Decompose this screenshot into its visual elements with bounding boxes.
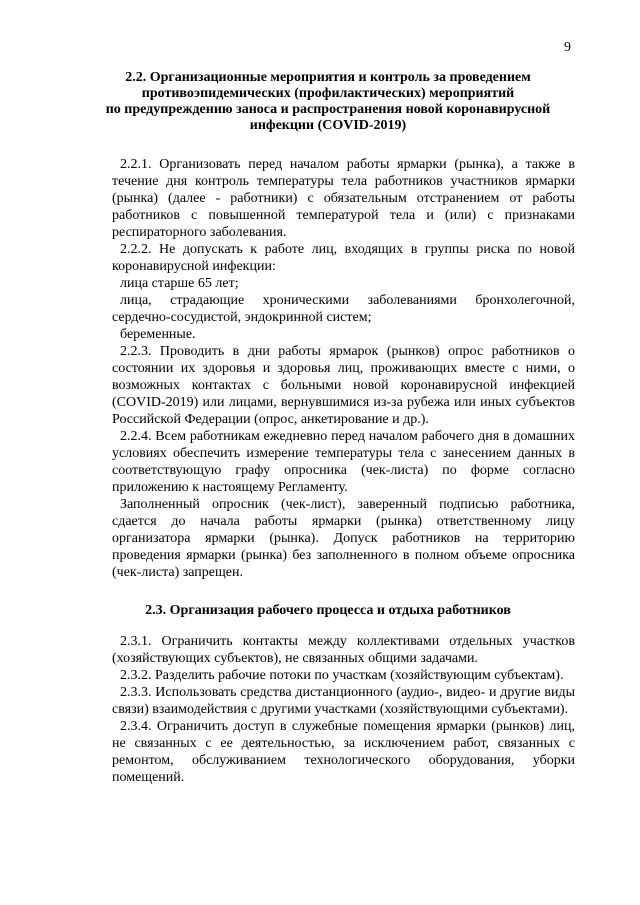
risk-group-item: беременные. [120, 327, 196, 342]
section-2-3-heading [80, 603, 576, 619]
paragraph-2-3-3: 2.3.3. Использовать средства дистанционного (аудио-, видео- и другие виды связи) взаимодействия с другими участками (хозяйствующими субъектами). [112, 685, 575, 717]
heading-line: по предупреждению заноса и распространения новой коронавирусной [105, 102, 551, 117]
paragraph-2-2-3: 2.2.3. Проводить в дни работы ярмарок (рынков) опрос работников о состоянии их здоровья и здоровья лиц, проживающих вместе с ними, о возможных контактах с больными новой коронавирусной инфекцией (COVID-2019) или лицами, вернувшимися из-за рубежа или иных субъектов Российской Федерации (опрос, анкетирование и др.). [112, 344, 575, 427]
heading-line: инфекции (COVID-2019) [249, 118, 407, 133]
section-2-3-body [112, 633, 575, 786]
paragraph-2-2-1: 2.2.1. Организовать перед началом работы ярмарки (рынка), а также в течение дня контроль температуры тела работников участников ярмарки (рынка) (далее - работники) с обязательным отстранением от работы работников с повышенной температурой тела и (или) с признаками респираторного заболевания. [112, 157, 575, 240]
paragraph-2-2-2: 2.2.2. Не допускать к работе лиц, входящих в группы риска по новой коронавирусной инфекции: [112, 242, 575, 274]
section-2-2-body [112, 156, 575, 581]
risk-group-item: лица старше 65 лет; [120, 276, 239, 291]
paragraph-2-3-4: 2.3.4. Ограничить доступ в служебные помещения ярмарки (рынков) лиц, не связанных с ее деятельностью, за исключением работ, связанных с ремонтом, обслуживанием технологического оборудования, уборки помещений. [112, 719, 575, 785]
heading-line: противоэпидемических (профилактических) мероприятий [141, 86, 515, 101]
risk-group-item: лица, страдающие хроническими заболеваниями бронхолегочной, сердечно-сосудистой, эндокринной систем; [112, 293, 575, 325]
paragraph-2-3-2: 2.3.2. Разделить рабочие потоки по участкам (хозяйствующим субъектам). [120, 668, 564, 683]
section-2-2-heading [80, 70, 576, 134]
paragraph-2-2-4: 2.2.4. Всем работникам ежедневно перед началом рабочего дня в домашних условиях обеспечить измерение температуры тела с занесением данных в соответствующую графу опросника (чек-листа) по форме согласно приложению к настоящему Регламенту. [112, 429, 575, 495]
heading-line: 2.3. Организация рабочего процесса и отдыха работников [145, 603, 511, 618]
paragraph-checklist: Заполненный опросник (чек-лист), заверенный подписью работника, сдается до начала работы ярмарки (рынка) ответственному лицу организатора ярмарки (рынка). Допуск работников на территорию проведения ярмарки (рынка) без заполненного в полном объеме опросника (чек-листа) запрещен. [112, 497, 575, 580]
paragraph-2-3-1: 2.3.1. Ограничить контакты между коллективами отдельных участков (хозяйствующих субъектов), не связанных общими задачами. [112, 634, 575, 666]
heading-line: 2.2. Организационные мероприятия и контроль за проведением [125, 70, 531, 85]
page-number: 9 [564, 40, 571, 55]
